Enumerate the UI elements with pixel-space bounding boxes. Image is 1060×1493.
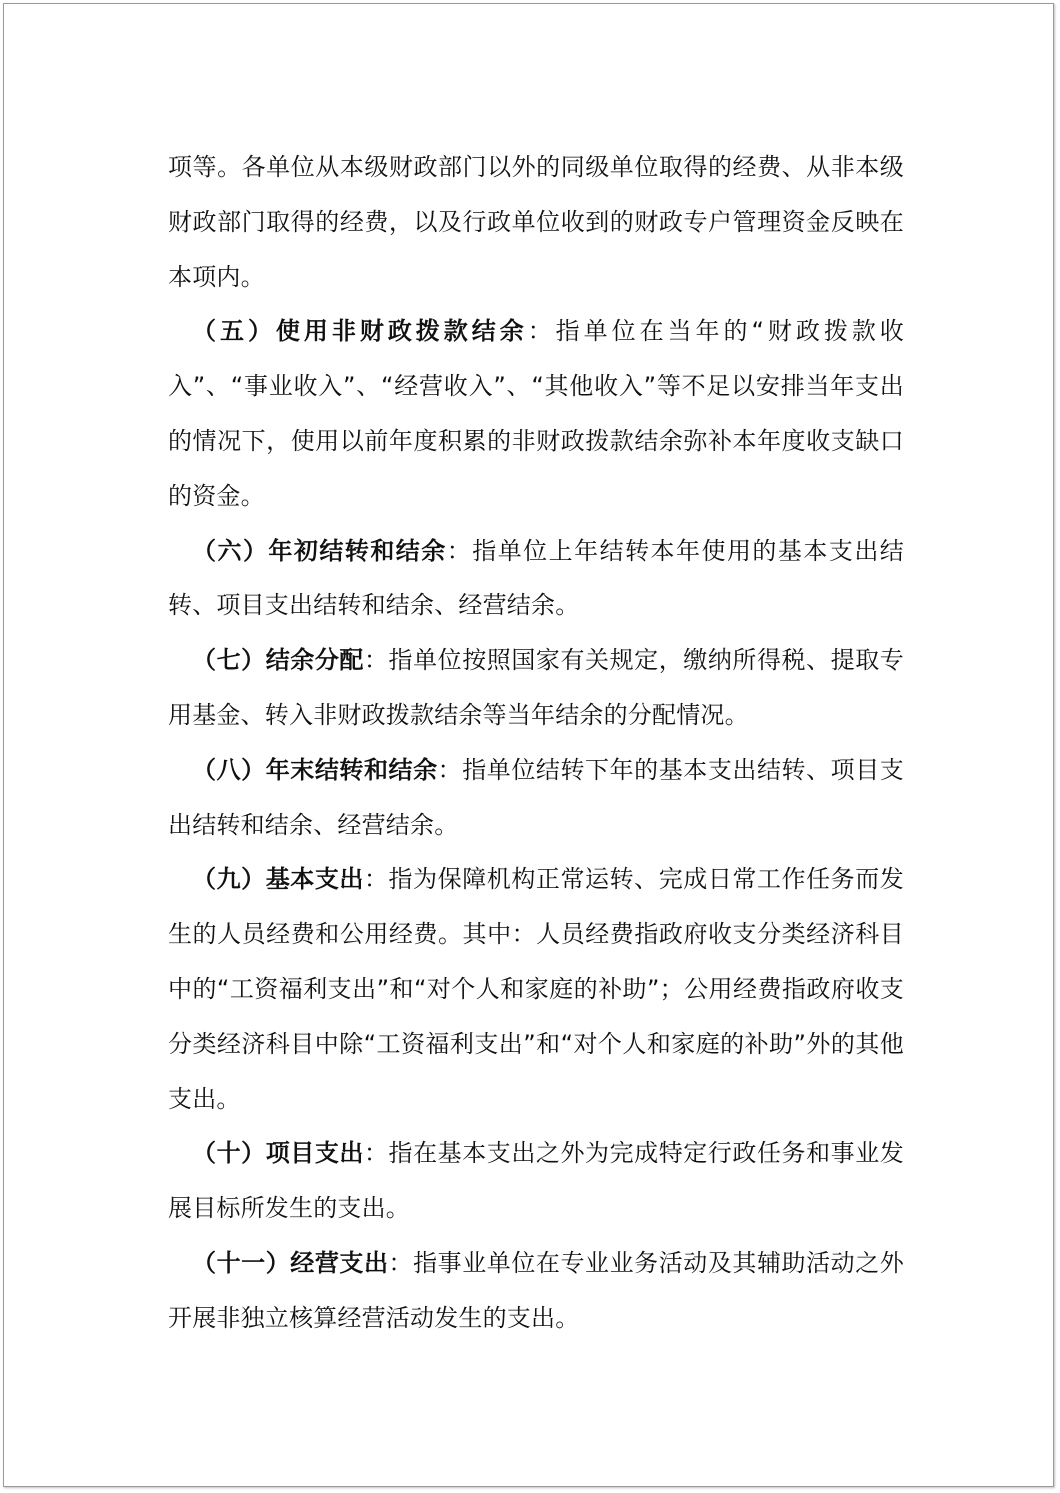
paragraph-term: （十）项目支出 [192,1139,364,1168]
paragraph-term: （八）年末结转和结余 [192,755,438,784]
paragraph-text: ：指单位在当年的“财政拨款收入”、“事业收入”、“经营收入”、“其他收入”等不足以安排当年支出的情况下，使用以前年度积累的非财政拨款结余弥补本年度收支缺口的资金。 [168,317,905,510]
paragraph-term: （五）使用非财政拨款结余 [192,317,528,346]
paragraph-term: （七）结余分配 [192,646,364,675]
paragraph-text: ：指在基本支出之外为完成特定行政任务和事业发展目标所发生的支出。 [168,1139,904,1223]
paragraph-term: （九）基本支出 [192,865,364,894]
paragraph-item-10 [168,1126,904,1236]
paragraph-item-7 [168,633,904,743]
paragraph-term: （六）年初结转和结余 [192,536,447,565]
document-page [3,3,1054,1487]
paragraph-item-9 [168,852,904,1126]
paragraph-item-5 [168,304,904,523]
document-body [168,140,904,1346]
paragraph-text: ：指单位上年结转本年使用的基本支出结转、项目支出结转和结余、经营结余。 [168,536,905,620]
paragraph-intro [168,140,904,304]
paragraph-item-11 [168,1236,904,1346]
paragraph-text: ：指为保障机构正常运转、完成日常工作任务而发生的人员经费和公用经费。其中：人员经费指政府收支分类经济科目中的“工资福利支出”和“对个人和家庭的补助”；公用经费指政府收支分类经济科目中除“工资福利支出”和“对个人和家庭的补助”外的其他支出。 [168,865,904,1113]
paragraph-text: ：指单位按照国家有关规定，缴纳所得税、提取专用基金、转入非财政拨款结余等当年结余的分配情况。 [168,646,904,729]
paragraph-item-6 [168,524,904,634]
paragraph-text: 项等。各单位从本级财政部门以外的同级单位取得的经费、从非本级财政部门取得的经费，以及行政单位收到的财政专户管理资金反映在本项内。 [168,153,904,291]
paragraph-term: （十一）经营支出 [192,1248,389,1277]
paragraph-item-8 [168,743,904,853]
paragraph-text: ：指事业单位在专业业务活动及其辅助活动之外开展非独立核算经营活动发生的支出。 [168,1248,904,1332]
paragraph-text: ：指单位结转下年的基本支出结转、项目支出结转和结余、经营结余。 [168,755,904,839]
